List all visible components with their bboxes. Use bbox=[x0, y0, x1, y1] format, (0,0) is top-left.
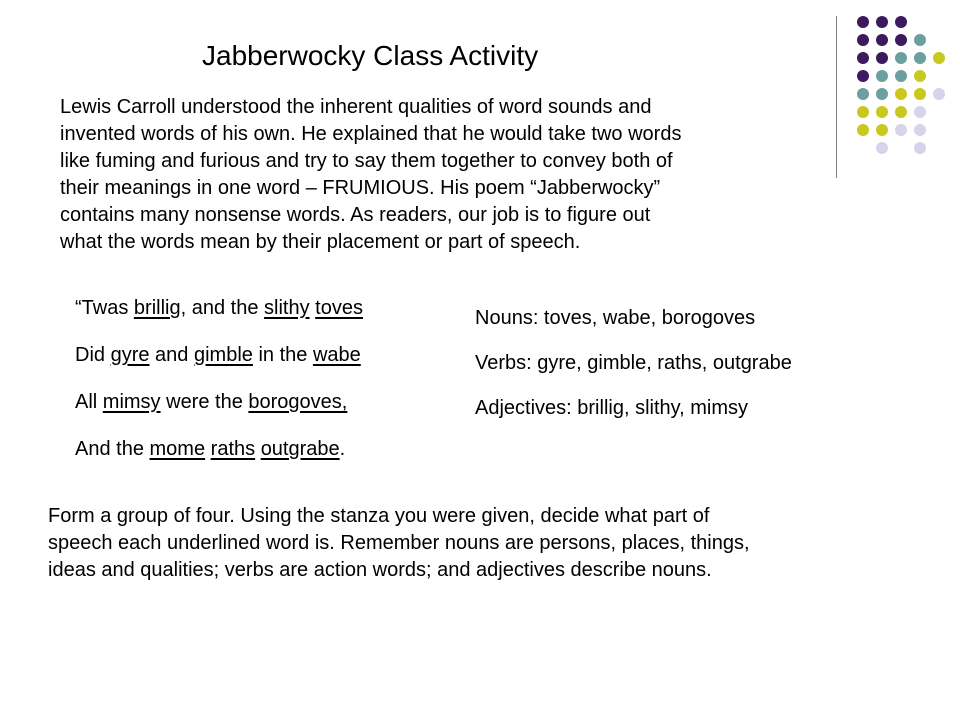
poem-line-1 bbox=[75, 296, 363, 320]
intro-line: like fuming and furious and try to say them together to convey both of bbox=[60, 150, 673, 172]
pos-words: brillig, slithy, mimsy bbox=[571, 397, 749, 419]
dot bbox=[857, 16, 869, 28]
dot bbox=[914, 70, 926, 82]
dot bbox=[895, 124, 907, 136]
dot bbox=[914, 124, 926, 136]
dot bbox=[895, 34, 907, 46]
pos-nouns bbox=[475, 306, 792, 330]
poem-line-3 bbox=[75, 390, 363, 414]
poem-text: were the bbox=[160, 391, 249, 413]
dot bbox=[914, 88, 926, 100]
dot bbox=[857, 124, 869, 136]
underlined-word: wabe bbox=[312, 344, 361, 366]
pos-label: Nouns: bbox=[475, 307, 539, 329]
underlined-word: gimble bbox=[193, 344, 253, 366]
dot bbox=[914, 34, 926, 46]
poem-line-4 bbox=[75, 437, 363, 461]
poem-text: and bbox=[149, 344, 194, 366]
underlined-word: borogoves, bbox=[248, 391, 348, 413]
slide-title: Jabberwocky Class Activity bbox=[202, 40, 539, 71]
intro-paragraph bbox=[60, 94, 820, 256]
task-line: ideas and qualities; verbs are action words; and adjectives describe nouns. bbox=[48, 559, 712, 581]
dot bbox=[895, 88, 907, 100]
dot bbox=[895, 52, 907, 64]
intro-line: contains many nonsense words. As readers, our job is to figure out bbox=[60, 204, 651, 226]
dot bbox=[895, 106, 907, 118]
poem-line-2 bbox=[75, 343, 363, 367]
intro-line: invented words of his own. He explained that he would take two words bbox=[60, 123, 682, 145]
dot bbox=[857, 34, 869, 46]
pos-verbs bbox=[475, 351, 792, 375]
poem-stanza bbox=[75, 296, 363, 484]
intro-line: what the words mean by their placement or part of speech. bbox=[60, 231, 581, 253]
dot bbox=[876, 124, 888, 136]
poem-text: , and the bbox=[180, 297, 264, 319]
underlined-word: raths bbox=[210, 438, 256, 460]
dot bbox=[857, 70, 869, 82]
parts-of-speech-list bbox=[475, 306, 792, 441]
intro-line: Lewis Carroll understood the inherent qualities of word sounds and bbox=[60, 96, 652, 118]
pos-label: Verbs: bbox=[475, 352, 532, 374]
dot bbox=[876, 34, 888, 46]
task-line: speech each underlined word is. Remember nouns are persons, places, things, bbox=[48, 532, 750, 554]
task-instructions bbox=[48, 503, 928, 584]
underlined-word: outgrabe bbox=[260, 438, 340, 460]
underlined-word: brillig bbox=[133, 297, 181, 319]
pos-adjectives bbox=[475, 396, 792, 420]
dot bbox=[933, 52, 945, 64]
poem-text: in the bbox=[252, 344, 313, 366]
dot bbox=[876, 142, 888, 154]
dot bbox=[895, 70, 907, 82]
dot bbox=[876, 106, 888, 118]
dot bbox=[895, 16, 907, 28]
poem-text: . bbox=[339, 438, 346, 460]
dot bbox=[876, 70, 888, 82]
dot bbox=[914, 52, 926, 64]
poem-text: And the bbox=[75, 438, 150, 460]
underlined-word: slithy bbox=[264, 297, 310, 319]
dot bbox=[876, 52, 888, 64]
intro-line: their meanings in one word – FRUMIOUS. His poem “Jabberwocky” bbox=[60, 177, 661, 199]
dot bbox=[857, 106, 869, 118]
underlined-word: mimsy bbox=[102, 391, 161, 413]
poem-text: All bbox=[75, 391, 103, 413]
decorative-dot-grid bbox=[850, 14, 950, 154]
dot bbox=[876, 88, 888, 100]
underlined-word: toves bbox=[315, 297, 363, 319]
dot bbox=[914, 142, 926, 154]
underlined-word: gyre bbox=[110, 344, 150, 366]
poem-text: “Twas bbox=[75, 297, 134, 319]
task-line: Form a group of four. Using the stanza you were given, decide what part of bbox=[48, 505, 710, 527]
poem-text: Did bbox=[75, 344, 111, 366]
dot bbox=[933, 88, 945, 100]
pos-words: toves, wabe, borogoves bbox=[538, 307, 756, 329]
underlined-word: mome bbox=[149, 438, 206, 460]
pos-label: Adjectives: bbox=[475, 397, 572, 419]
dot bbox=[857, 52, 869, 64]
dot bbox=[914, 106, 926, 118]
dot bbox=[876, 16, 888, 28]
dot bbox=[857, 88, 869, 100]
decorative-rule bbox=[836, 16, 837, 178]
pos-words: gyre, gimble, raths, outgrabe bbox=[531, 352, 792, 374]
